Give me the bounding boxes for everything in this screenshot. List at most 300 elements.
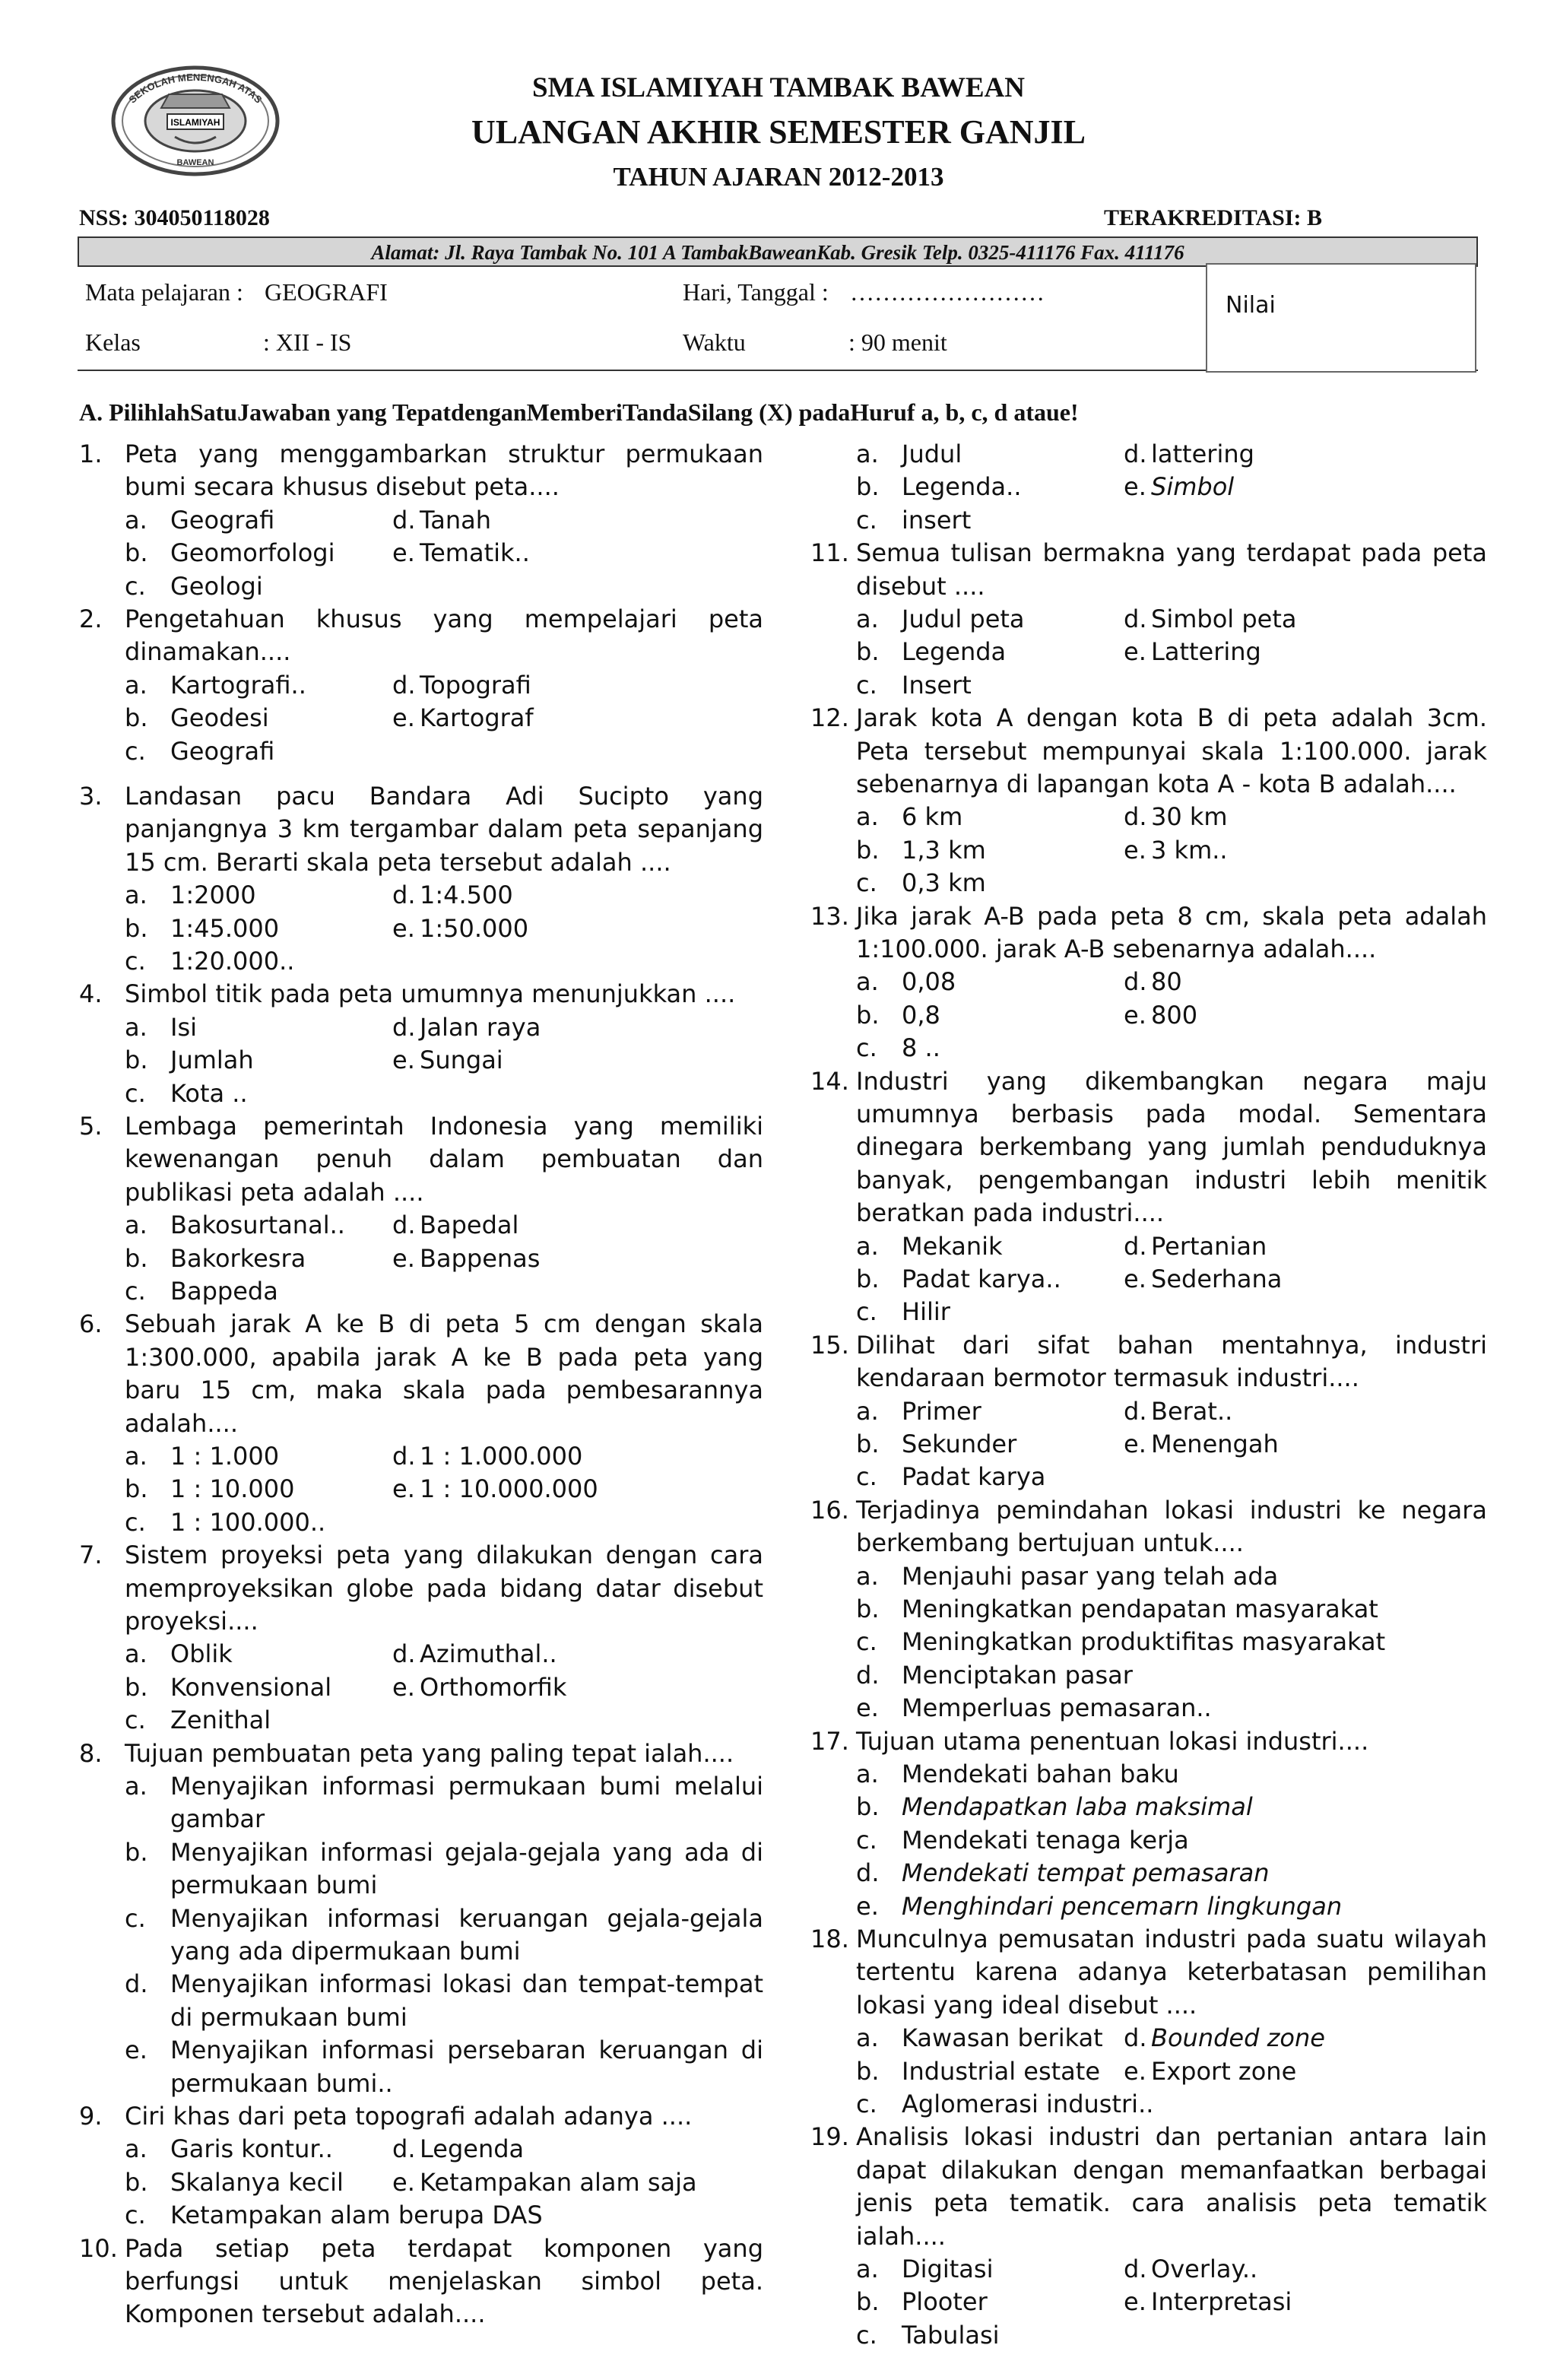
option-text: 1:50.000 — [420, 913, 529, 943]
option-letter: c. — [125, 1706, 146, 1735]
school-name: SMA ISLAMIYAH TAMBAK BAWEAN — [532, 72, 1025, 103]
option-letter: b. — [125, 538, 148, 568]
question-number: 14. — [810, 1066, 849, 1096]
option-letter: c. — [125, 1903, 146, 1933]
option-letter: e. — [1124, 1000, 1146, 1030]
question-number: 17. — [810, 1726, 849, 1756]
option-a[interactable] — [856, 603, 1025, 636]
option-text: 6 km — [902, 802, 963, 832]
option-b[interactable] — [125, 537, 335, 570]
option-text: Menghindari pencemarn lingkungan — [902, 1891, 1343, 1921]
option-text: Bakosurtanal.. — [170, 1211, 345, 1240]
option-text: Memperluas pemasaran.. — [902, 1693, 1212, 1723]
option-letter: d. — [392, 670, 416, 700]
option-letter: e. — [392, 2167, 415, 2197]
option-text: lattering — [1151, 440, 1254, 468]
option-text: Digitasi — [902, 2254, 994, 2283]
option-text: Bapedal — [420, 1211, 519, 1240]
option-text: Menyajikan informasi persebaran keruangan di permukaan bumi.. — [170, 2036, 763, 2098]
option-letter: a. — [125, 2134, 147, 2164]
option-text: Interpretasi — [1151, 2287, 1292, 2317]
option-d[interactable] — [1124, 603, 1296, 636]
logo-bottom-text: BAWEAN — [176, 158, 214, 167]
score-label: Nilai — [1226, 292, 1276, 319]
option-b[interactable] — [856, 834, 986, 867]
option-a[interactable] — [125, 1209, 345, 1242]
question-number: 9. — [79, 2102, 103, 2131]
date-value: …………………… — [850, 278, 1045, 306]
option-letter: c. — [856, 2320, 877, 2350]
option-letter: d. — [1124, 1396, 1147, 1426]
option-b[interactable] — [125, 1671, 331, 1704]
option-c[interactable] — [856, 504, 971, 537]
option-letter: c. — [856, 2090, 877, 2118]
option-b[interactable] — [856, 1263, 1061, 1296]
option-text: Sekunder — [902, 1429, 1017, 1458]
option-letter: a. — [125, 1012, 147, 1042]
question-text: Landasan pacu Bandara Adi Sucipto yang panjangnya 3 km tergambar dalam peta sepanjang 15 cm. Berarti skala peta tersebut adalah .... — [125, 782, 763, 877]
option-letter: d. — [392, 2134, 416, 2164]
question-number: 3. — [79, 782, 103, 811]
option-d[interactable] — [1124, 2253, 1257, 2286]
option-letter: d. — [392, 1639, 416, 1669]
option-letter: d. — [392, 1441, 416, 1471]
option-text: 1 : 10.000.000 — [420, 1474, 598, 1504]
option-text: Jalan raya — [420, 1012, 541, 1042]
option-text: Primer — [902, 1396, 981, 1426]
option-text: Oblik — [170, 1639, 233, 1669]
option-letter: e. — [392, 1672, 415, 1702]
option-a[interactable] — [856, 2022, 1103, 2055]
option-e[interactable] — [1124, 999, 1197, 1032]
option-letter: e. — [1124, 637, 1146, 667]
option-e[interactable] — [1124, 636, 1261, 668]
option-c[interactable] — [125, 1506, 325, 1539]
option-letter: a. — [856, 967, 879, 997]
option-text: 3 km.. — [1151, 835, 1228, 865]
option-b[interactable] — [125, 1242, 306, 1275]
option-e[interactable] — [125, 2034, 763, 2100]
option-c[interactable] — [125, 1902, 763, 1969]
option-b[interactable] — [125, 1044, 254, 1077]
option-text: Menjauhi pasar yang telah ada — [902, 1561, 1279, 1591]
option-text: Simbol — [1151, 472, 1235, 502]
option-letter: b. — [125, 1474, 148, 1504]
option-letter: e. — [1124, 835, 1146, 865]
option-letter: e. — [392, 1046, 415, 1075]
question-text: Terjadinya pemindahan lokasi industri ke negara berkembang bertujuan untuk.... — [856, 1495, 1487, 1558]
option-letter: a. — [125, 881, 147, 910]
option-text: Kota .. — [170, 1078, 248, 1108]
option-text: Pertanian — [1151, 1231, 1267, 1261]
option-c[interactable] — [856, 2088, 1153, 2121]
question-text: Jika jarak A-B pada peta 8 cm, skala peta adalah 1:100.000. jarak A-B sebenarnya adalah.... — [856, 901, 1487, 963]
option-a[interactable] — [125, 879, 256, 912]
option-b[interactable] — [856, 1791, 1487, 1823]
option-letter: b. — [856, 2287, 880, 2317]
option-b[interactable] — [125, 2166, 344, 2199]
question-number: 12. — [810, 703, 849, 733]
option-a[interactable] — [125, 2133, 333, 2166]
option-c[interactable] — [125, 945, 294, 978]
option-text: Bounded zone — [1151, 2023, 1325, 2053]
option-c[interactable] — [856, 1032, 940, 1065]
option-b[interactable] — [856, 471, 1022, 503]
option-text: Menyajikan informasi keruangan gejala-gejala yang ada dipermukaan bumi — [170, 1903, 763, 1966]
option-text: 30 km — [1151, 802, 1228, 832]
option-letter: c. — [125, 2201, 146, 2230]
option-letter: d. — [392, 1012, 416, 1042]
option-text: Meningkatkan produktifitas masyarakat — [902, 1627, 1386, 1657]
option-letter: c. — [125, 1507, 146, 1537]
option-text: Menciptakan pasar — [902, 1660, 1133, 1690]
option-letter: d. — [1124, 2254, 1147, 2283]
option-text: Sederhana — [1151, 1264, 1283, 1293]
option-text: 1:2000 — [170, 881, 256, 910]
option-e[interactable] — [856, 1890, 1487, 1923]
option-letter: c. — [856, 868, 877, 898]
option-letter: e. — [125, 2036, 147, 2065]
option-letter: e. — [856, 1891, 879, 1921]
subject-value: GEOGRAFI — [265, 278, 388, 306]
option-letter: c. — [125, 736, 146, 766]
question-text: Analisis lokasi industri dan pertanian antara lain dapat dilakukan dengan memanfaatkan berbagai jenis peta tematik. cara analisis peta tematik ialah.... — [856, 2122, 1487, 2251]
option-a[interactable] — [856, 1560, 1487, 1593]
option-text: Bappenas — [420, 1243, 541, 1273]
option-a[interactable] — [125, 1011, 197, 1044]
question-text: Lembaga pemerintah Indonesia yang memiliki kewenangan penuh dalam pembuatan dan publikasi peta adalah .... — [125, 1112, 763, 1207]
option-text: 0,08 — [902, 967, 956, 997]
option-c[interactable] — [125, 1077, 248, 1110]
option-letter: a. — [856, 2023, 879, 2053]
option-c[interactable] — [125, 570, 263, 603]
question-text: Pada setiap peta terdapat komponen yang berfungsi untuk menjelaskan simbol peta. Komponen tersebut adalah.... — [125, 2233, 763, 2329]
question-number: 1. — [79, 440, 103, 468]
option-text: Ketampakan alam saja — [420, 2167, 697, 2197]
question-text: Dilihat dari sifat bahan mentahnya, industri kendaraan bermotor termasuk industri.... — [856, 1330, 1487, 1393]
option-text: Simbol peta — [1151, 604, 1297, 633]
option-text: Konvensional — [170, 1672, 332, 1702]
option-b[interactable] — [125, 1836, 763, 1902]
option-e[interactable] — [392, 702, 534, 735]
option-text: Geomorfologi — [170, 538, 335, 568]
subject-label: Mata pelajaran : — [85, 278, 243, 306]
option-e[interactable] — [392, 1473, 598, 1506]
option-letter: e. — [392, 1243, 415, 1273]
option-letter: b. — [856, 472, 880, 502]
school-address: Alamat: Jl. Raya Tambak No. 101 A TambakBaweanKab. Gresik Telp. 0325-411176 Fax. 411176 — [78, 236, 1478, 267]
option-text: Geodesi — [170, 703, 269, 733]
question-number: 6. — [79, 1309, 103, 1339]
option-letter: c. — [125, 1078, 146, 1108]
academic-year: TAHUN AJARAN 2012-2013 — [613, 162, 944, 192]
option-d[interactable] — [1124, 438, 1254, 471]
option-text: Menyajikan informasi gejala-gejala yang ada di permukaan bumi — [170, 1837, 763, 1900]
question-text: Tujuan utama penentuan lokasi industri.... — [856, 1726, 1369, 1756]
option-a[interactable] — [125, 1770, 763, 1836]
option-text: Insert — [902, 670, 972, 700]
option-text: Mendekati tempat pemasaran — [902, 1858, 1270, 1888]
option-text: 0,8 — [902, 1000, 940, 1030]
option-text: Zenithal — [170, 1706, 271, 1735]
option-letter: d. — [1124, 967, 1147, 997]
option-text: Padat karya.. — [902, 1264, 1061, 1293]
option-d[interactable] — [1124, 966, 1182, 998]
option-c[interactable] — [125, 1704, 271, 1737]
option-text: Geografi — [170, 505, 275, 535]
option-letter: c. — [856, 505, 877, 535]
question-number: 19. — [810, 2122, 849, 2152]
question-text: Jarak kota A dengan kota B di peta adalah 3cm. Peta tersebut mempunyai skala 1:100.000. jarak sebenarnya di lapangan kota A - kota B adalah.... — [856, 703, 1487, 798]
option-letter: a. — [856, 802, 879, 832]
option-d[interactable] — [392, 2133, 524, 2166]
logo-ring-text: SEKOLAH MENENGAH ATAS — [126, 71, 265, 106]
option-letter: b. — [856, 1429, 880, 1458]
option-letter: a. — [856, 440, 879, 468]
option-text: Hilir — [902, 1297, 950, 1327]
option-e[interactable] — [1124, 1428, 1279, 1461]
option-b[interactable] — [856, 2055, 1100, 2088]
option-c[interactable] — [856, 867, 986, 900]
option-letter: b. — [856, 1000, 880, 1030]
question-text: Industri yang dikembangkan negara maju umumnya berbasis pada modal. Sementara dinegara berkembang yang jumlah penduduknya banyak, pengembangan industri lebih menitik beratkan pada industri.... — [856, 1066, 1487, 1228]
option-text: Tanah — [420, 505, 492, 535]
option-text: Berat.. — [1151, 1396, 1233, 1426]
class-label: Kelas — [85, 328, 141, 356]
option-letter: e. — [392, 538, 415, 568]
option-a[interactable] — [856, 2253, 993, 2286]
option-e[interactable] — [1124, 2055, 1296, 2088]
option-text: 0,3 km — [902, 868, 986, 898]
option-d[interactable] — [856, 1659, 1487, 1692]
option-d[interactable] — [392, 669, 531, 702]
option-letter: c. — [856, 1033, 877, 1063]
option-letter: e. — [1124, 1264, 1146, 1293]
accreditation: TERAKREDITASI: B — [1104, 205, 1323, 230]
option-c[interactable] — [856, 1461, 1045, 1493]
option-e[interactable] — [856, 1692, 1487, 1725]
option-letter: d. — [392, 505, 416, 535]
option-text: Kawasan berikat — [902, 2023, 1103, 2053]
option-text: Geologi — [170, 571, 263, 601]
option-c[interactable] — [856, 2319, 1000, 2352]
option-c[interactable] — [856, 1626, 1487, 1658]
option-letter: a. — [856, 604, 879, 633]
option-text: 800 — [1151, 1000, 1198, 1030]
option-a[interactable] — [125, 1440, 279, 1473]
option-e[interactable] — [392, 2166, 697, 2199]
option-letter: d. — [392, 1211, 416, 1240]
option-letter: b. — [125, 913, 148, 943]
question-text: Sebuah jarak A ke B di peta 5 cm dengan skala 1:300.000, apabila jarak A ke B pada peta yang baru 15 cm, maka skala pada pembesarannya adalah.... — [125, 1309, 763, 1438]
option-letter: d. — [1124, 802, 1147, 832]
option-letter: e. — [1124, 2287, 1146, 2317]
option-text: Overlay.. — [1151, 2254, 1258, 2283]
option-b[interactable] — [856, 636, 1006, 668]
option-a[interactable] — [125, 504, 274, 537]
option-text: Meningkatkan pendapatan masyarakat — [902, 1594, 1378, 1623]
option-letter: a. — [125, 505, 147, 535]
option-b[interactable] — [856, 999, 940, 1032]
option-a[interactable] — [125, 1638, 233, 1671]
option-a[interactable] — [125, 669, 306, 702]
option-text: Legenda.. — [902, 472, 1022, 502]
option-letter: a. — [125, 670, 147, 700]
option-letter: d. — [1124, 2023, 1147, 2053]
option-text: Bakorkesra — [170, 1243, 306, 1273]
option-text: Judul peta — [902, 604, 1025, 633]
option-e[interactable] — [392, 1671, 566, 1704]
question-number: 5. — [79, 1112, 103, 1141]
option-text: Mekanik — [902, 1231, 1003, 1261]
option-letter: d. — [856, 1660, 880, 1690]
option-d[interactable] — [856, 1857, 1487, 1890]
option-c[interactable] — [856, 669, 972, 702]
option-c[interactable] — [125, 735, 274, 768]
option-letter: d. — [392, 881, 416, 910]
option-e[interactable] — [392, 1044, 503, 1077]
option-text: Skalanya kecil — [170, 2167, 344, 2197]
option-b[interactable] — [125, 702, 269, 735]
option-letter: b. — [125, 1243, 148, 1273]
option-letter: a. — [125, 1211, 147, 1240]
question-number: 8. — [79, 1738, 103, 1768]
option-letter: b. — [856, 2056, 880, 2086]
option-letter: b. — [856, 1792, 880, 1822]
option-b[interactable] — [125, 1473, 294, 1506]
option-text: Azimuthal.. — [420, 1639, 557, 1669]
option-text: Garis kontur.. — [170, 2134, 333, 2164]
option-e[interactable] — [1124, 471, 1234, 503]
option-letter: c. — [125, 947, 146, 976]
option-d[interactable] — [1124, 1395, 1232, 1428]
option-e[interactable] — [392, 912, 528, 945]
option-text: Menengah — [1151, 1429, 1279, 1458]
question-text: Sistem proyeksi peta yang dilakukan dengan cara memproyeksikan globe pada bidang datar disebut proyeksi.... — [125, 1541, 763, 1636]
option-d[interactable] — [392, 1638, 557, 1671]
option-b[interactable] — [125, 912, 279, 945]
option-d[interactable] — [1124, 1230, 1267, 1263]
question-text: Simbol titik pada peta umumnya menunjukkan .... — [125, 979, 736, 1009]
question-number: 7. — [79, 1541, 103, 1570]
question-number: 10. — [79, 2233, 118, 2263]
option-letter: d. — [1124, 1231, 1147, 1261]
option-letter: b. — [125, 703, 148, 733]
option-text: 1:4.500 — [420, 881, 513, 910]
option-text: 1 : 100.000.. — [170, 1507, 326, 1537]
option-e[interactable] — [392, 1242, 540, 1275]
option-letter: d. — [125, 1969, 148, 1999]
question-number: 18. — [810, 1925, 849, 1953]
class-value: : XII - IS — [263, 328, 352, 356]
option-d[interactable] — [392, 879, 513, 912]
option-text: Judul — [902, 440, 962, 468]
option-d[interactable] — [392, 1011, 541, 1044]
option-letter: c. — [856, 1297, 877, 1327]
question-number: 11. — [810, 538, 849, 568]
question-text: Munculnya pemusatan industri pada suatu wilayah tertentu karena adanya keterbatasan pemilihan lokasi yang ideal disebut .... — [856, 1925, 1487, 2020]
question-text: Ciri khas dari peta topografi adalah adanya .... — [125, 2102, 693, 2131]
option-text: Topografi — [420, 670, 531, 700]
option-d[interactable] — [392, 1440, 582, 1473]
option-b[interactable] — [856, 1428, 1016, 1461]
question-number: 13. — [810, 901, 849, 931]
option-b[interactable] — [856, 1593, 1487, 1626]
option-letter: b. — [125, 1672, 148, 1702]
option-letter: d. — [1124, 604, 1147, 633]
option-a[interactable] — [856, 1758, 1487, 1791]
option-letter: b. — [856, 1264, 880, 1293]
option-letter: e. — [1124, 2056, 1146, 2086]
option-letter: a. — [856, 1231, 879, 1261]
option-text: Plooter — [902, 2287, 988, 2317]
question-number: 16. — [810, 1495, 849, 1525]
option-letter: e. — [1124, 472, 1146, 502]
option-letter: a. — [856, 1759, 879, 1788]
option-text: Tabulasi — [902, 2320, 1000, 2350]
option-d[interactable] — [392, 504, 491, 537]
option-text: Sungai — [420, 1046, 503, 1075]
option-a[interactable] — [856, 438, 962, 471]
option-a[interactable] — [856, 1230, 1003, 1263]
option-d[interactable] — [1124, 2022, 1325, 2055]
option-e[interactable] — [1124, 834, 1228, 867]
option-c[interactable] — [125, 1275, 278, 1308]
date-label: Hari, Tanggal : — [683, 278, 829, 306]
option-letter: e. — [392, 703, 415, 733]
option-letter: a. — [125, 1441, 147, 1471]
option-text: 8 .. — [902, 1033, 940, 1063]
option-letter: b. — [856, 637, 880, 667]
option-text: Lattering — [1151, 637, 1261, 667]
option-a[interactable] — [856, 1395, 981, 1428]
option-text: Mendapatkan laba maksimal — [902, 1792, 1253, 1822]
option-d[interactable] — [125, 1968, 763, 2034]
option-letter: e. — [1124, 1429, 1146, 1458]
exam-title: ULANGAN AKHIR SEMESTER GANJIL — [471, 113, 1086, 151]
option-letter: b. — [856, 1594, 880, 1623]
option-b[interactable] — [856, 2286, 988, 2318]
option-text: Menyajikan informasi lokasi dan tempat-tempat di permukaan bumi — [170, 1969, 763, 2032]
option-d[interactable] — [1124, 801, 1228, 833]
option-letter: c. — [125, 571, 146, 601]
option-e[interactable] — [392, 537, 530, 570]
option-a[interactable] — [856, 801, 962, 833]
option-e[interactable] — [1124, 1263, 1282, 1296]
option-c[interactable] — [856, 1824, 1487, 1857]
option-letter: c. — [856, 1462, 877, 1492]
logo-inner-text: ISLAMIYAH — [170, 117, 220, 128]
option-text: Mendekati tenaga kerja — [902, 1825, 1189, 1855]
option-letter: d. — [1124, 440, 1147, 468]
option-text: Legenda — [420, 2134, 525, 2164]
option-c[interactable] — [856, 1296, 950, 1328]
option-text: Isi — [170, 1012, 197, 1042]
option-a[interactable] — [856, 966, 956, 998]
option-text: Mendekati bahan baku — [902, 1759, 1179, 1788]
option-text: 1 : 1.000.000 — [420, 1441, 583, 1471]
option-e[interactable] — [1124, 2286, 1292, 2318]
option-text: 1:20.000.. — [170, 947, 295, 976]
option-text: Tematik.. — [420, 538, 530, 568]
option-d[interactable] — [392, 1209, 518, 1242]
question-text: Pengetahuan khusus yang mempelajari peta dinamakan.... — [125, 605, 763, 667]
option-letter: c. — [125, 1277, 146, 1306]
option-text: Aglomerasi industri.. — [902, 2090, 1154, 2118]
option-text: Ketampakan alam berupa DAS — [170, 2201, 543, 2230]
option-letter: b. — [125, 2167, 148, 2197]
option-c[interactable] — [125, 2199, 543, 2232]
